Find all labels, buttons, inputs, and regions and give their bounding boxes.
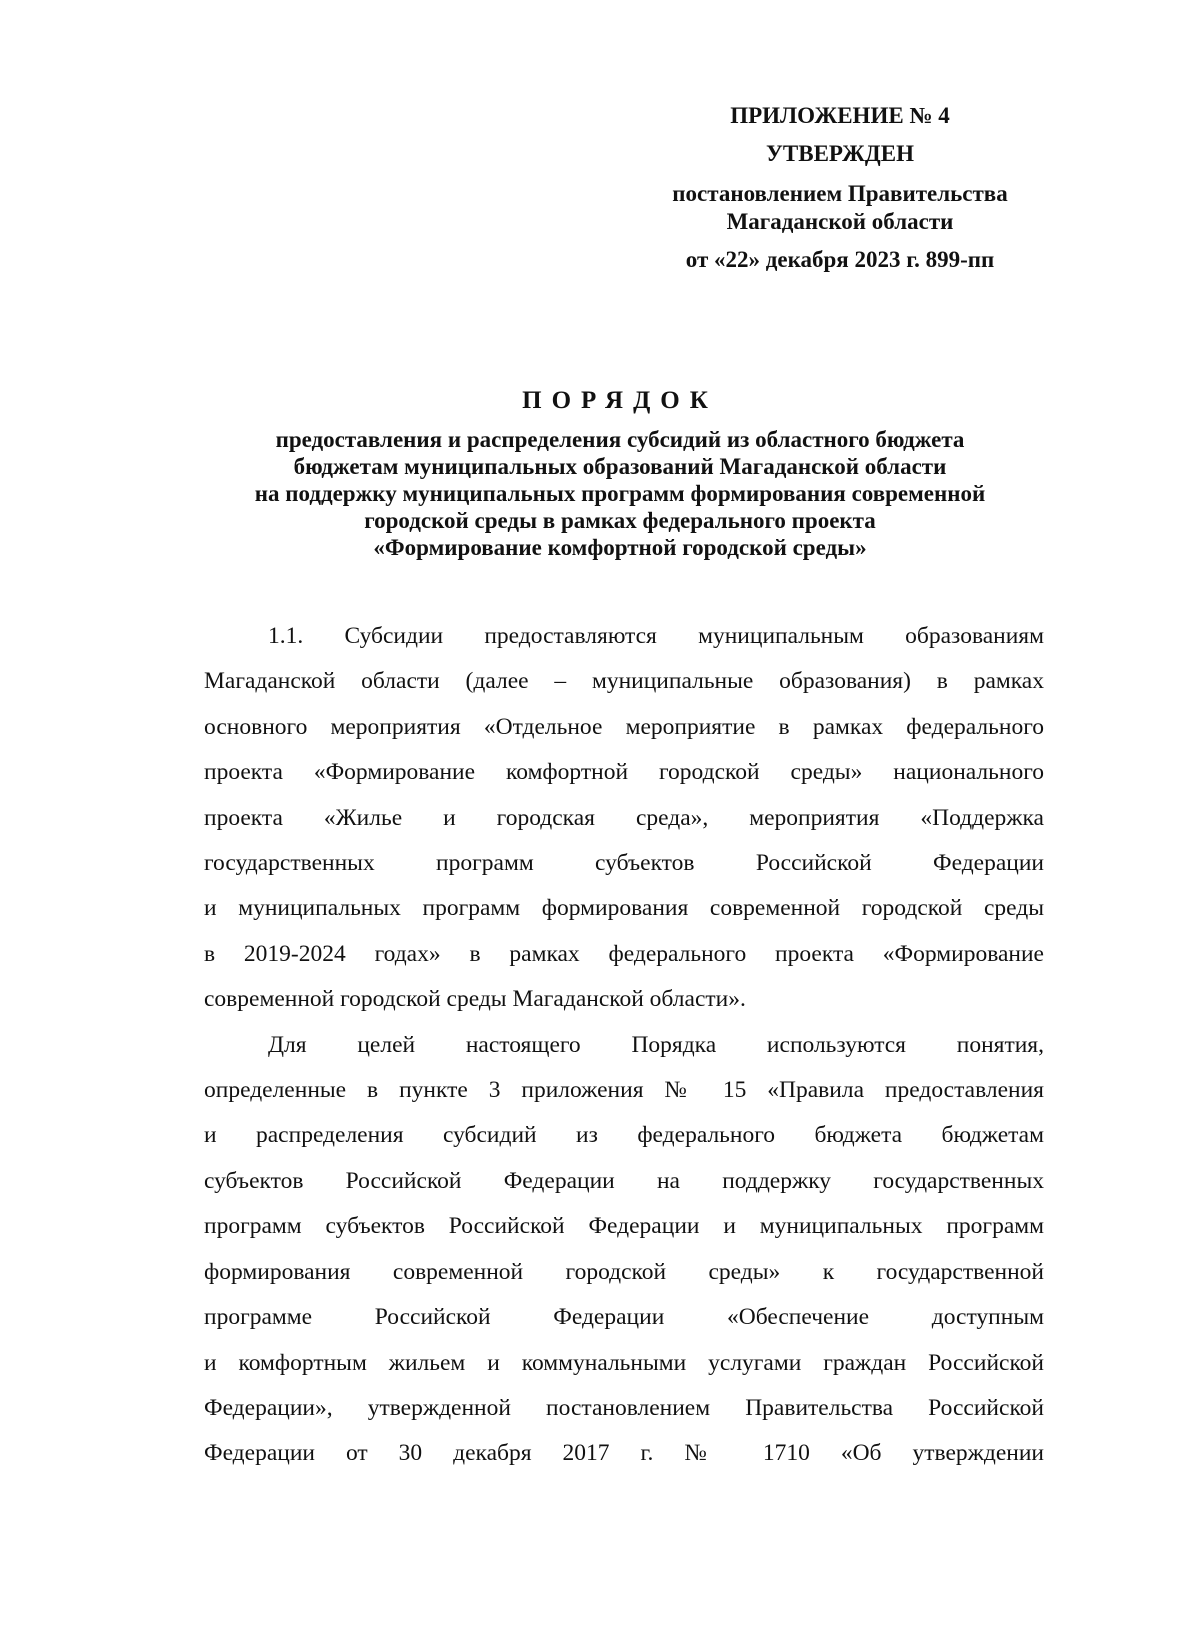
document-subtitle xyxy=(180,426,1060,561)
text-line: и муниципальных программ формирования современной городской среды xyxy=(204,895,1044,922)
text-line: Магаданской области (далее – муниципальные образования) в рамках xyxy=(204,668,1044,695)
document-title: ПОРЯДОК xyxy=(522,387,718,414)
text-line: и распределения субсидий из федерального бюджета бюджетам xyxy=(204,1122,1044,1149)
decree-date: от «22» декабря 2023 г. 899-пп xyxy=(685,247,995,272)
text-line: Федерации от 30 декабря 2017 г. № 1710 «Об утверждении xyxy=(204,1440,1044,1467)
subtitle-line: бюджетам муниципальных образований Магаданской области xyxy=(293,454,947,479)
text-line: и комфортным жильем и коммунальными услугами граждан Российской xyxy=(204,1349,1044,1376)
document-body xyxy=(204,614,1044,1477)
text-line: 1.1. Субсидии предоставляются муниципальным образованиям xyxy=(268,623,1044,649)
text-line: программ субъектов Российской Федерации и муниципальных программ xyxy=(204,1213,1044,1240)
text-line: проекта «Формирование комфортной городской среды» национального xyxy=(204,759,1044,786)
appendix-number: ПРИЛОЖЕНИЕ № 4 xyxy=(730,103,950,128)
text-line: проекта «Жилье и городская среда», мероприятия «Поддержка xyxy=(204,804,1044,831)
decree-line: постановлением Правительства xyxy=(672,181,1008,206)
text-line: формирования современной городской среды» к государственной xyxy=(204,1258,1044,1285)
subtitle-line: предоставления и распределения субсидий из областного бюджета xyxy=(275,427,965,452)
paragraph-definitions xyxy=(204,1023,1044,1477)
subtitle-line: городской среды в рамках федерального проекта xyxy=(364,508,876,533)
text-line: определенные в пункте 3 приложения № 15 «Правила предоставления xyxy=(204,1077,1044,1104)
approval-block xyxy=(640,102,1040,274)
text-line: программе Российской Федерации «Обеспечение доступным xyxy=(204,1304,1044,1331)
decree-line: Магаданской области xyxy=(726,209,954,234)
paragraph-1-1 xyxy=(204,614,1044,1023)
subtitle-line: на поддержку муниципальных программ формирования современной xyxy=(254,481,986,506)
text-line: современной городской среды Магаданской области». xyxy=(204,986,746,1013)
text-line: Федерации», утвержденной постановлением Правительства Российской xyxy=(204,1394,1044,1421)
approved-label: УТВЕРЖДЕН xyxy=(766,141,914,166)
text-line: субъектов Российской Федерации на поддержку государственных xyxy=(204,1167,1044,1194)
text-line: основного мероприятия «Отдельное мероприятие в рамках федерального xyxy=(204,713,1044,740)
text-line: Для целей настоящего Порядка используются понятия, xyxy=(268,1031,1044,1058)
text-line: государственных программ субъектов Российской Федерации xyxy=(204,850,1044,877)
subtitle-line: «Формирование комфортной городской среды» xyxy=(373,535,867,560)
text-line: в 2019-2024 годах» в рамках федерального проекта «Формирование xyxy=(204,940,1044,967)
